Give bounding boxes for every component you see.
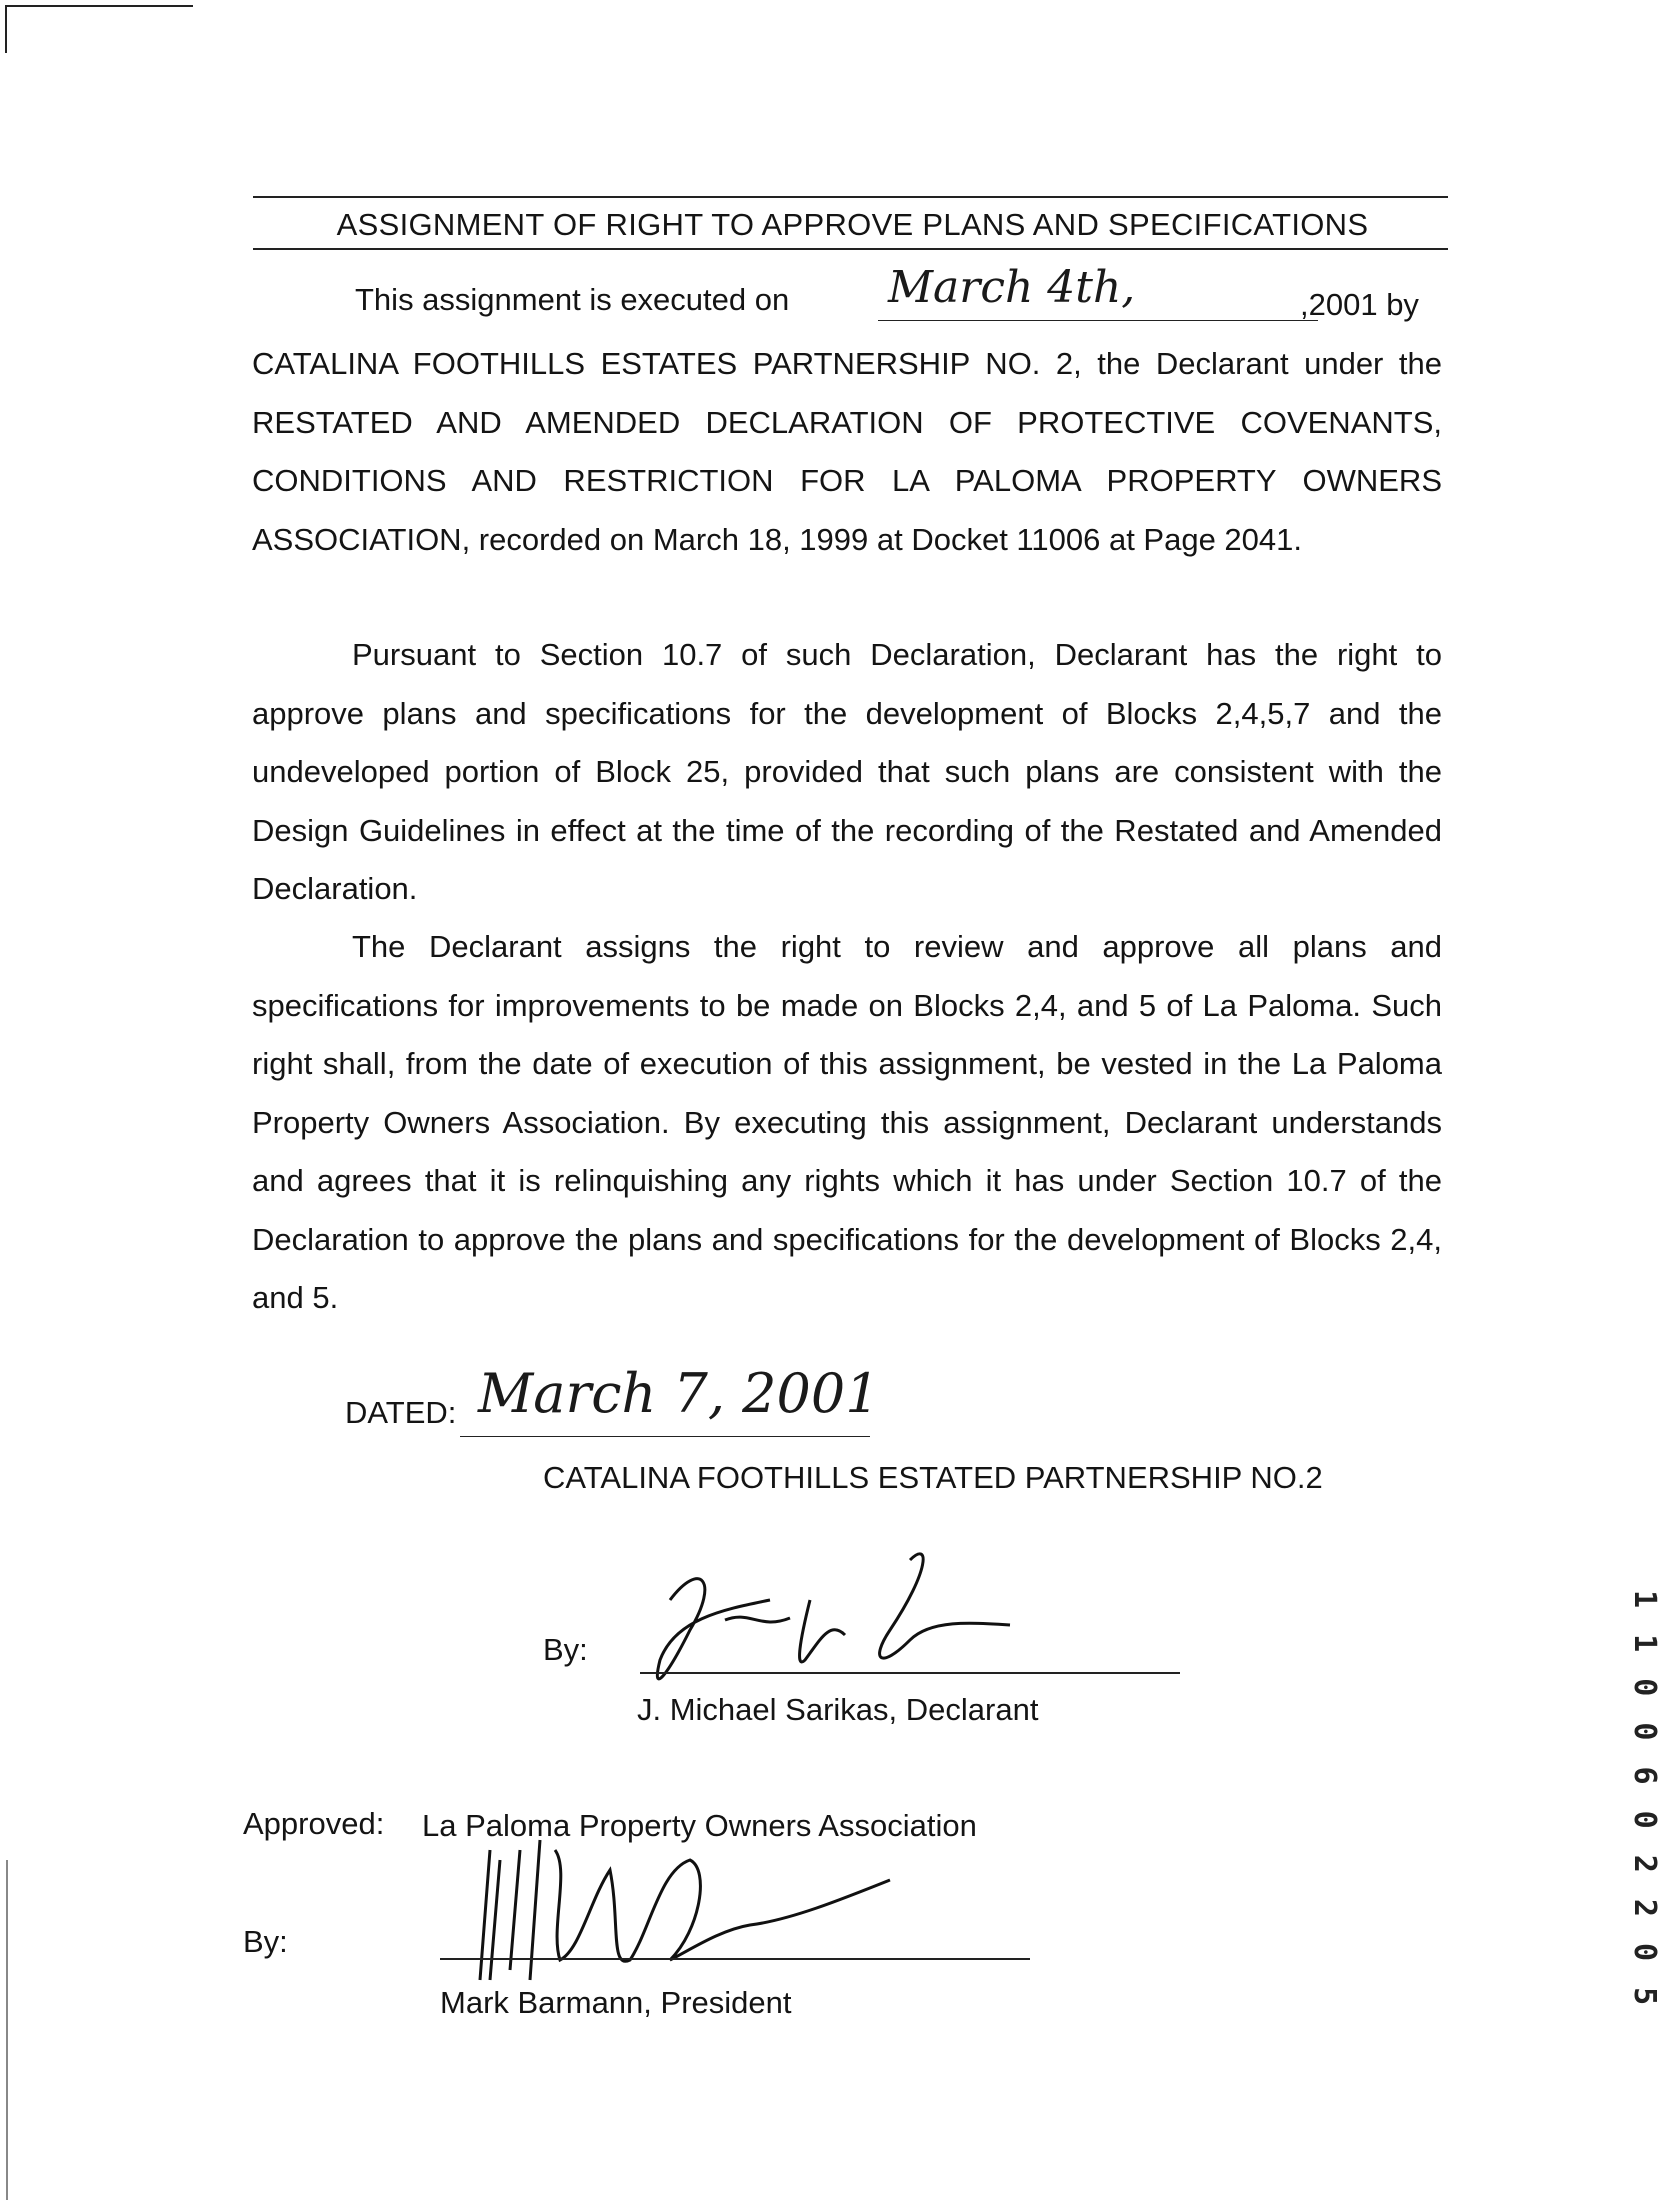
document-title: ASSIGNMENT OF RIGHT TO APPROVE PLANS AND SPECIFICATIONS: [336, 207, 1369, 242]
by-label-declarant: By:: [543, 1632, 588, 1667]
dated-label: DATED:: [345, 1395, 457, 1430]
dated-line: [460, 1436, 870, 1437]
execution-date-line: [878, 320, 1318, 321]
docket-margin-stamp: 1 1 0 0 6 0 2 2 0 5: [1627, 1590, 1662, 2010]
paragraph-1: [252, 335, 1442, 569]
paragraph-1-text: CATALINA FOOTHILLS ESTATES PARTNERSHIP NO. 2, the Declarant under the RESTATED AND AMENDED DECLARATION OF PROTECTIVE COVENANTS, CONDITIONS AND RESTRICTION FOR LA PALOMA PROPERTY OWNERS ASSOCIATION, recorded on March 18, 1999 at Docket 11006 at Page 2041.: [252, 346, 1442, 557]
partnership-name: CATALINA FOOTHILLS ESTATED PARTNERSHIP NO.2: [543, 1460, 1323, 1495]
declarant-name: J. Michael Sarikas, Declarant: [637, 1692, 1039, 1727]
handwritten-execution-date: March 4th,: [888, 262, 1136, 313]
president-signature: [460, 1810, 900, 1990]
para1-year-by: ,2001 by: [1300, 287, 1419, 322]
paragraph-3-text: The Declarant assigns the right to review and approve all plans and specifications for improvements to be made on Blocks 2,4, and 5 of La Paloma. Such right shall, from the date of execution of this assignment, be vested in the La Paloma Property Owners Association. By executing this assignment, Declarant understands and agrees that it is relinquishing any rights which it has under Section 10.7 of the Declaration to approve the plans and specifications for the development of Blocks 2,4, and 5.: [252, 929, 1442, 1315]
president-name: Mark Barmann, President: [440, 1985, 792, 2020]
handwritten-dated: March 7, 2001: [478, 1362, 880, 1425]
para1-lead: This assignment is executed on: [355, 282, 790, 317]
paragraph-2-text: Pursuant to Section 10.7 of such Declaration, Declarant has the right to approve plans and specifications for the development of Blocks 2,4,5,7 and the undeveloped portion of Block 25, provided that such plans are consistent with the Design Guidelines in effect at the time of the recording of the Restated and Amended Declaration.: [252, 637, 1442, 906]
paragraph-2: [252, 626, 1442, 919]
scan-corner-mark: [5, 5, 193, 7]
approved-label: Approved:: [243, 1806, 385, 1841]
scan-left-edge: [6, 1860, 8, 2200]
paragraph-3: [252, 918, 1442, 1328]
president-signature-line: [440, 1958, 1030, 1960]
declarant-signature-line: [640, 1672, 1180, 1674]
approved-organization: La Paloma Property Owners Association: [422, 1808, 977, 1843]
title-rule-top: [253, 196, 1448, 198]
scan-corner-mark: [5, 5, 7, 53]
by-label-president: By:: [243, 1924, 288, 1959]
title-rule-bottom: [253, 248, 1448, 250]
declarant-signature: [630, 1540, 1050, 1710]
